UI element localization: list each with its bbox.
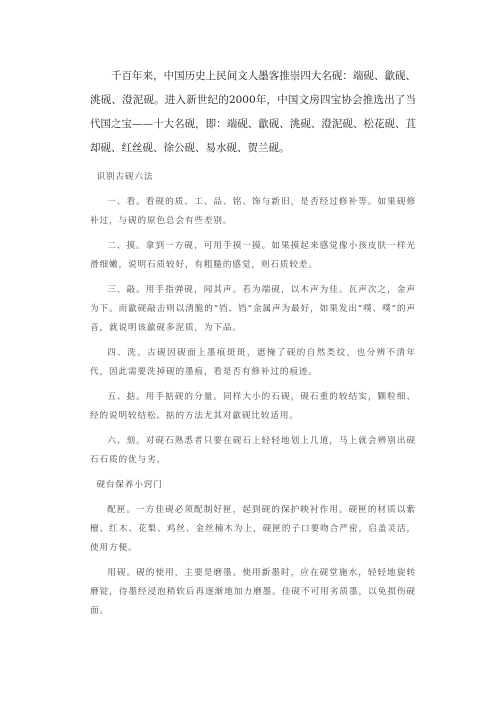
intro-paragraph: 千百年来，中国历史上民间文人墨客推崇四大名砚：端砚、歙砚、洮砚、澄泥砚。进入新世纪的2000年，中国文房四宝协会推选出了当代国之宝——十大名砚，即：端砚、歙砚、洮砚、澄泥砚、松花砚、苴却砚、红丝砚、徐公砚、易水砚、贺兰砚。 bbox=[90, 70, 416, 154]
inkstone-use-paragraph: 用砚。砚的使用，主要是磨墨。使用新墨时，应在砚堂施水，轻轻地旋转磨锭，待墨经浸泡稍软后再逐渐地加力磨墨。佳砚不可用劣质墨，以免损伤砚面。 bbox=[90, 568, 416, 616]
case-fitting-paragraph: 配匣。一方佳砚必须配制好匣，起到砚的保护映衬作用。砚匣的材质以紫檀、红木、花梨、鸡丝、金丝楠木为上，砚匣的子口要吻合严密，启盖灵活，使用方便。 bbox=[90, 505, 416, 553]
section-heading: 砚台保养小窍门 bbox=[96, 480, 163, 490]
method-carve-paragraph: 六、刻。对砚石熟悉者只要在砚石上轻轻地划上几道，马上就会辨别出砚石石质的优与劣。 bbox=[90, 436, 416, 465]
method-touch-paragraph: 二、摸。拿到一方砚，可用手摸一摸。如果摸起来感觉像小孩皮肤一样光滑细嫩，说明石质较好，有粗糙的感觉，则石质较差。 bbox=[90, 241, 416, 270]
method-wash-paragraph: 四、洗。古砚因砚面上墨痕斑斑，遮掩了砚的自然类纹，也分辨不清年代，因此需要洗掉砚的墨痕，看是否有修补过的痕迹。 bbox=[90, 348, 416, 377]
section-identify-ancient-inkstones bbox=[90, 168, 416, 621]
method-weigh-paragraph: 五、掂。用手掂砚的分量。同样大小的石砚，砚石重的较结实，颗粒细、经的说明较结松。掂的方法尤其对歙砚比较适用。 bbox=[90, 392, 416, 421]
method-look-paragraph: 一、看。看砚的质、工、品、铭、饰与新旧，是否经过修补等。如果砚修补过，与砚的原色总会有些差别。 bbox=[90, 197, 416, 226]
section-heading: 识别古砚六法 bbox=[96, 172, 154, 182]
method-knock-paragraph: 三、敲。用手指弹砚，闻其声。若为端砚，以木声为佳。瓦声次之，金声为下。而歙砚敲击则以清脆的“铛、铛”金属声为最好，如果发出“噗、噗”的声音，就说明该歙砚多泥质，为下品。 bbox=[90, 285, 416, 333]
